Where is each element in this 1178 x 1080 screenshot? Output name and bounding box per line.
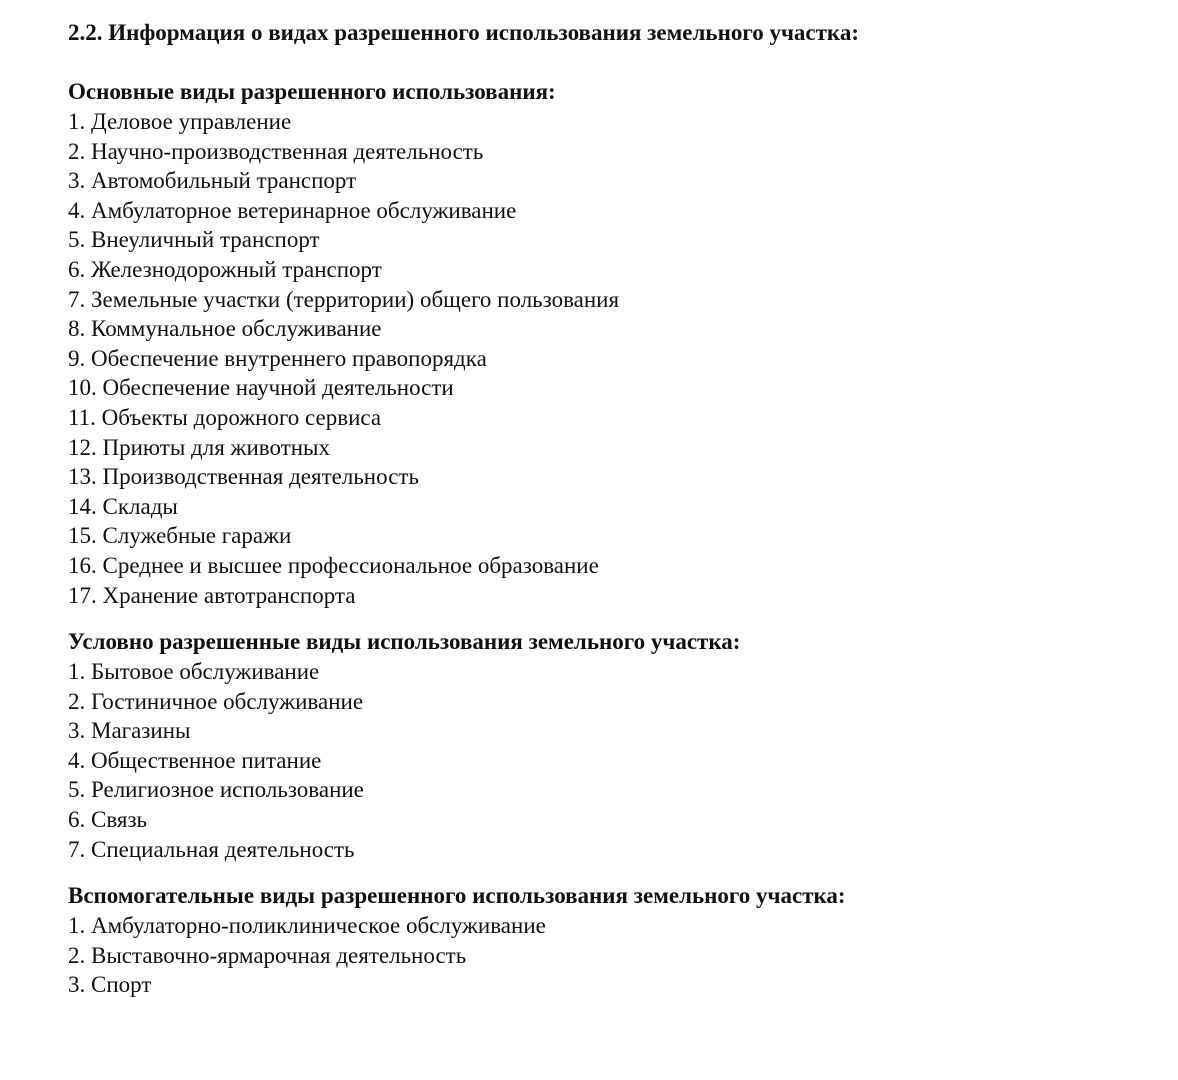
list-item: 1. Амбулаторно-поликлиническое обслуживание: [68, 913, 546, 939]
list-item: 2. Гостиничное обслуживание: [68, 688, 364, 714]
section-heading: Условно разрешенные виды использования земельного участка:: [68, 629, 741, 655]
list-item: 12. Приюты для животных: [68, 434, 330, 460]
list-item: 7. Земельные участки (территории) общего пользования: [68, 286, 620, 312]
list-item: 1. Бытовое обслуживание: [68, 659, 320, 685]
list-item: 14. Склады: [68, 493, 178, 519]
sections-container: [68, 77, 1158, 1000]
list-item: 13. Производственная деятельность: [68, 464, 419, 490]
use-type-list: [68, 657, 1158, 864]
document-page: [68, 18, 1158, 1000]
list-item: 3. Спорт: [68, 972, 152, 998]
section-auxiliary-uses: [68, 881, 1158, 1000]
list-item: 5. Внеуличный транспорт: [68, 227, 320, 253]
document-title: 2.2. Информация о видах разрешенного использования земельного участка:: [68, 20, 859, 45]
list-item: 1. Деловое управление: [68, 109, 292, 134]
list-item: 8. Коммунальное обслуживание: [68, 316, 382, 342]
list-item: 2. Выставочно-ярмарочная деятельность: [68, 942, 467, 968]
list-item: 7. Специальная деятельность: [68, 836, 355, 862]
list-item: 6. Железнодорожный транспорт: [68, 256, 382, 282]
list-item: 5. Религиозное использование: [68, 777, 364, 803]
section-conditional-uses: [68, 627, 1158, 864]
section-heading: Вспомогательные виды разрешенного использования земельного участка:: [68, 883, 846, 909]
list-item: 4. Общественное питание: [68, 747, 322, 773]
list-item: 4. Амбулаторное ветеринарное обслуживание: [68, 197, 517, 223]
section-main-uses: [68, 77, 1158, 610]
list-item: 3. Магазины: [68, 718, 191, 744]
list-item: 16. Среднее и высшее профессиональное образование: [68, 552, 599, 578]
list-item: 11. Объекты дорожного сервиса: [68, 404, 382, 430]
list-item: 15. Служебные гаражи: [68, 523, 292, 549]
use-type-list: [68, 107, 1158, 610]
list-item: 9. Обеспечение внутреннего правопорядка: [68, 345, 487, 371]
list-item: 17. Хранение автотранспорта: [68, 582, 356, 608]
list-item: 10. Обеспечение научной деятельности: [68, 375, 454, 401]
section-heading: Основные виды разрешенного использования:: [68, 79, 556, 104]
list-item: 6. Связь: [68, 807, 148, 833]
list-item: 2. Научно-производственная деятельность: [68, 138, 484, 164]
use-type-list: [68, 911, 1158, 1000]
list-item: 3. Автомобильный транспорт: [68, 168, 357, 194]
